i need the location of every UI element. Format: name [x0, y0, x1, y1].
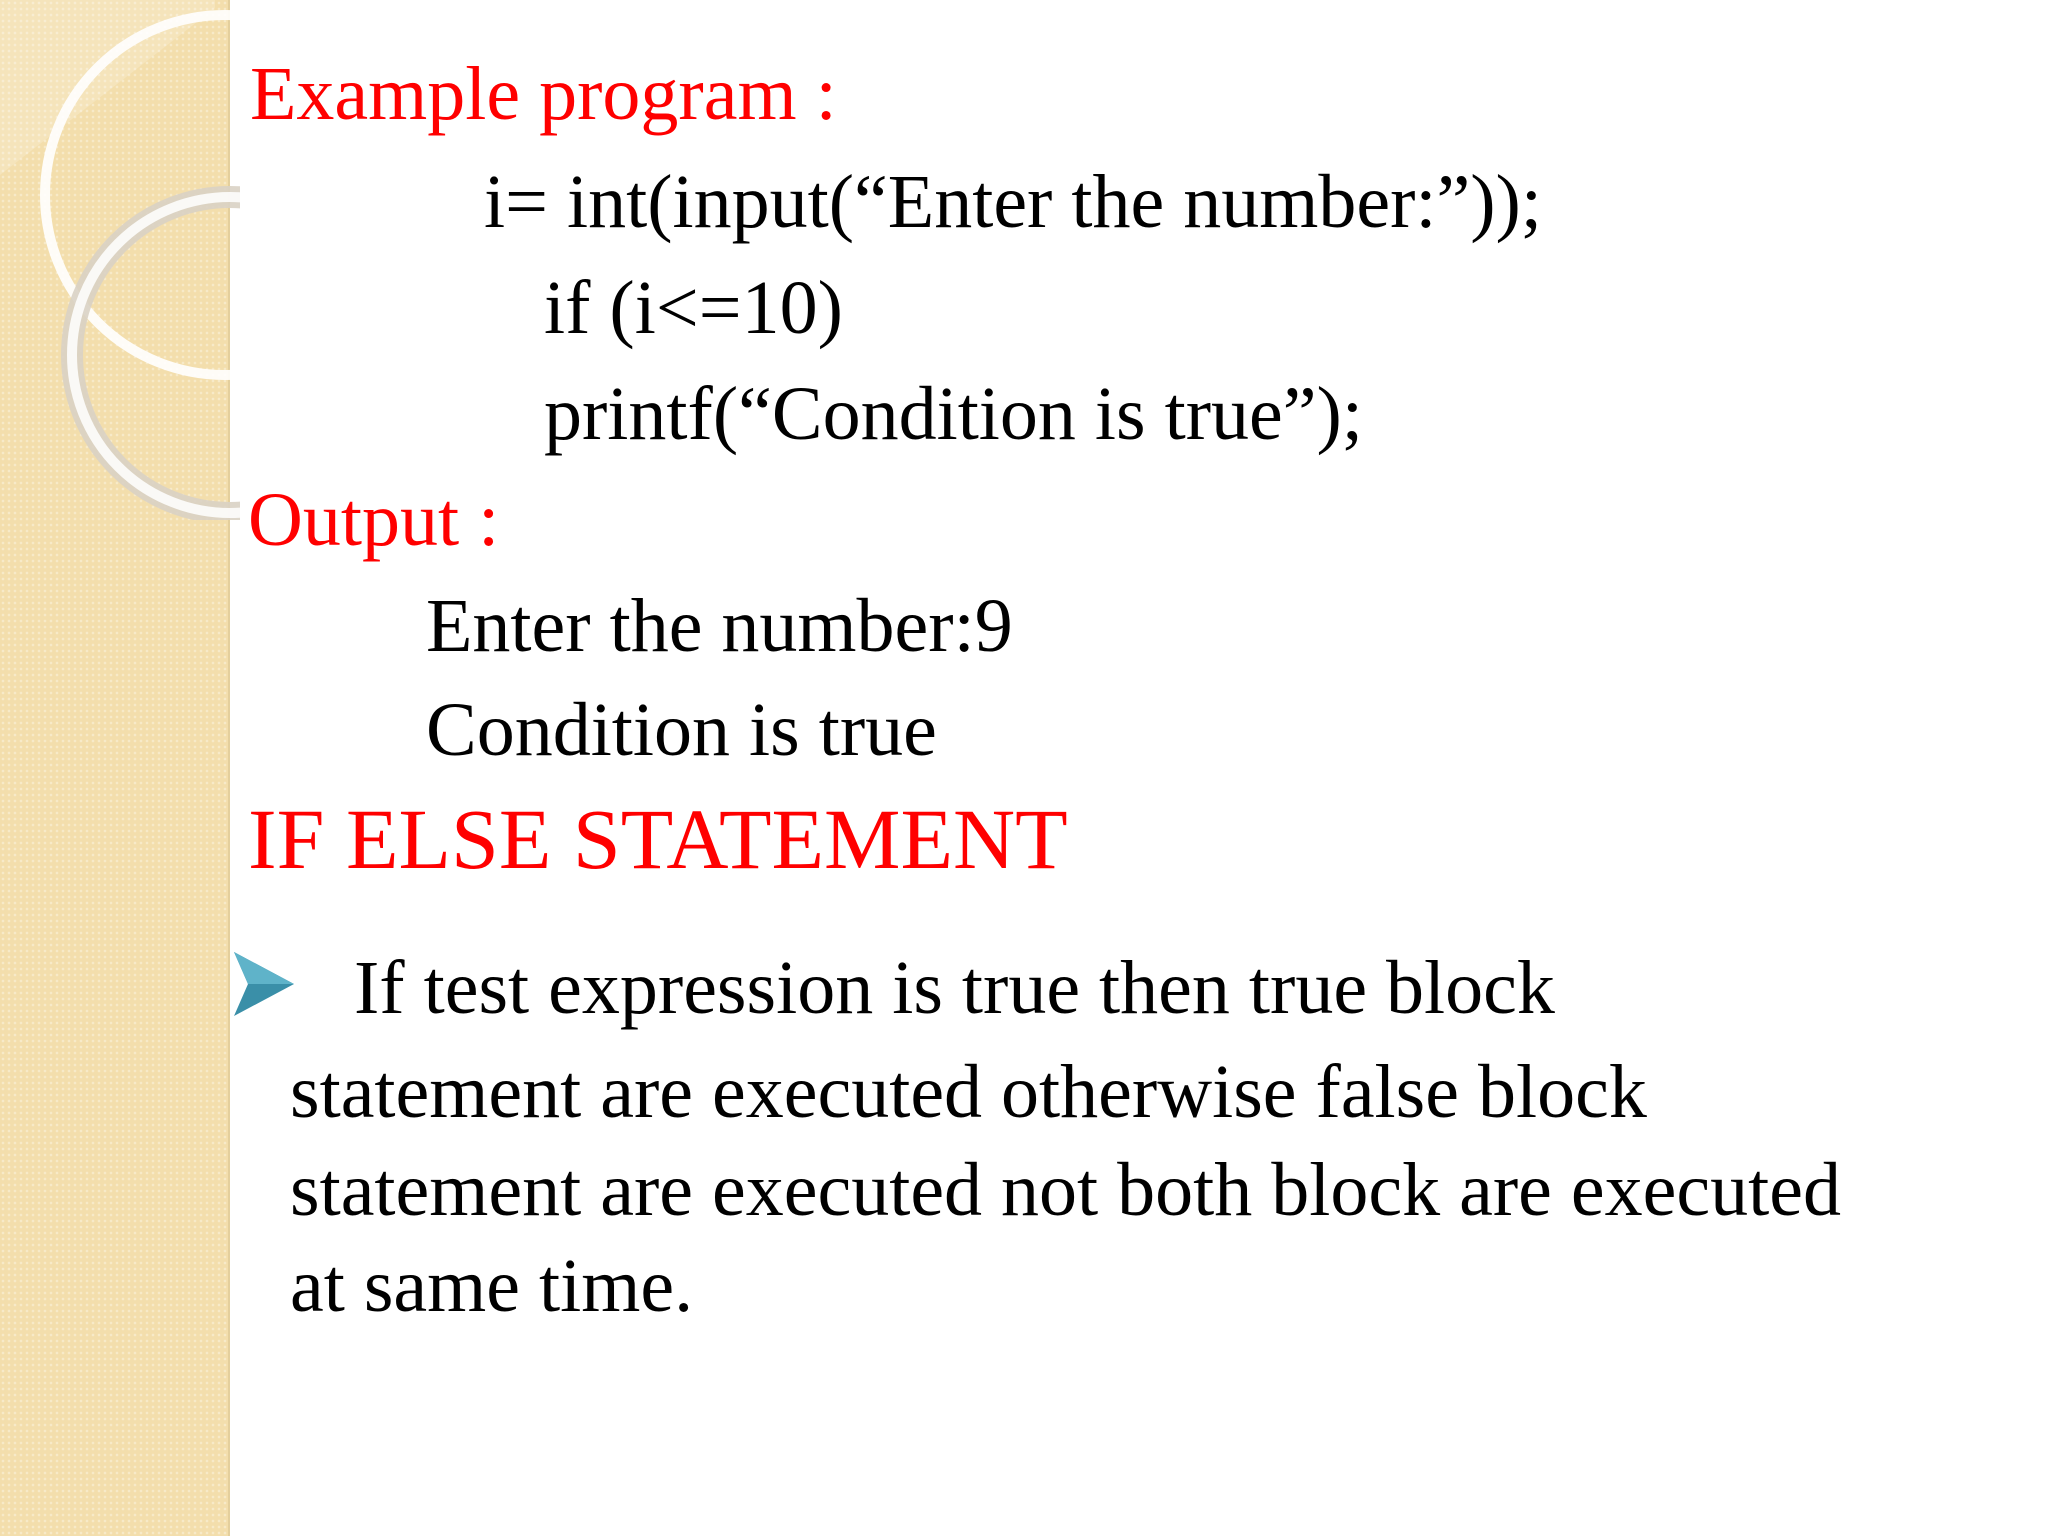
- code-line-input: i= int(input(“Enter the number:”));: [484, 160, 1542, 244]
- decorative-rings: [0, 0, 240, 520]
- arrow-bullet-icon: [234, 952, 294, 1016]
- bullet-line-2: statement are executed otherwise false block: [290, 1050, 1647, 1134]
- bullet-line-4: at same time.: [290, 1244, 694, 1328]
- code-line-printf: printf(“Condition is true”);: [544, 372, 1363, 456]
- bullet-line-3: statement are executed not both block are executed: [290, 1148, 1841, 1232]
- output-line-enter: Enter the number:9: [426, 584, 1013, 668]
- ring-ornament-icon: [0, 0, 240, 520]
- section-title: IF ELSE STATEMENT: [248, 791, 1068, 887]
- bullet-line-1: If test expression is true then true block: [354, 946, 1555, 1030]
- code-line-if: if (i<=10): [544, 266, 843, 350]
- output-line-condition: Condition is true: [426, 688, 937, 772]
- example-program-heading: Example program :: [250, 52, 837, 136]
- output-heading: Output :: [248, 478, 500, 562]
